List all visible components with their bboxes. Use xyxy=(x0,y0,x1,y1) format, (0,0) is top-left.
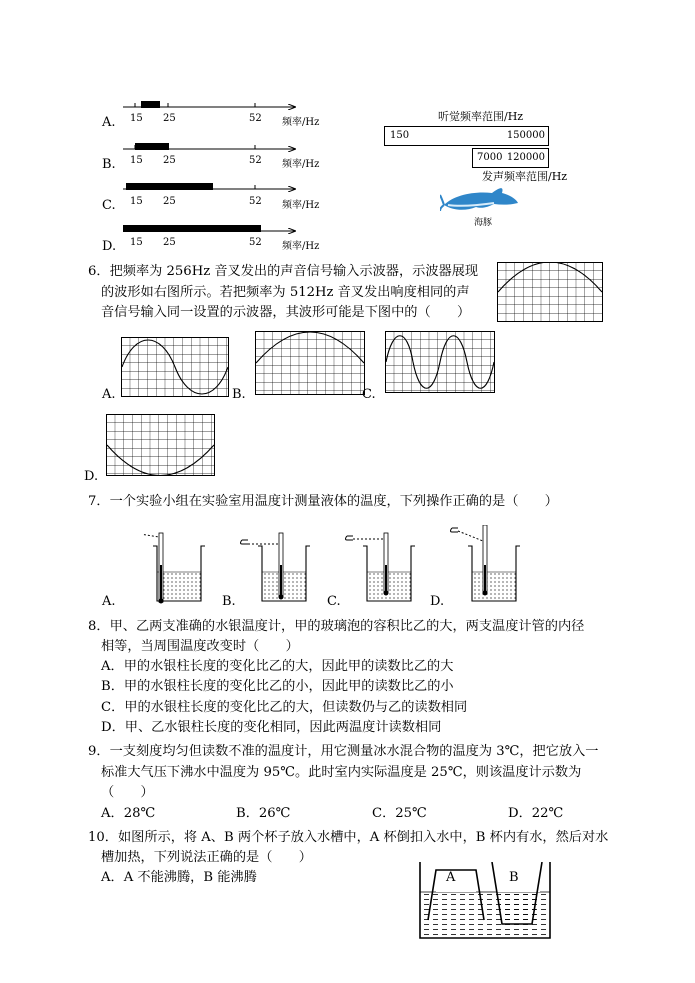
q6-waveform-a[interactable] xyxy=(121,337,229,397)
cup-b-label: B xyxy=(509,870,519,885)
q9-option-d[interactable]: D．22℃ xyxy=(508,806,564,821)
q6-line2: 的波形如右图所示。若把频率为 512Hz 音叉发出响度相同的声 xyxy=(101,285,470,300)
q7-option-d[interactable]: D. xyxy=(430,594,445,609)
tick-15: 15 xyxy=(130,155,143,166)
q5-option-d[interactable]: D. xyxy=(102,239,117,254)
dolphin-icon xyxy=(440,183,520,215)
bar-d xyxy=(123,225,261,232)
dolphin-label: 海豚 xyxy=(474,218,493,228)
q7-question: 7．一个实验小组在实验室用温度计测量液体的温度，下列操作正确的是（ ） xyxy=(88,494,558,509)
tick-15: 15 xyxy=(130,113,143,124)
axis-a xyxy=(123,101,295,108)
q6-waveform-b[interactable] xyxy=(255,331,365,395)
tick-25: 25 xyxy=(163,113,176,124)
beaker-b xyxy=(241,533,311,601)
vocal-max: 120000 xyxy=(506,152,545,163)
q6-waveform-c[interactable] xyxy=(385,331,495,393)
q5-option-a[interactable]: A. xyxy=(102,115,116,130)
tick-52: 52 xyxy=(249,196,262,207)
q9-line2: 标准大气压下沸水中温度为 95℃。此时室内实际温度是 25℃，则该温度计示数为 xyxy=(101,765,582,780)
q9-line3: （ ） xyxy=(101,785,154,800)
bar-b xyxy=(135,143,169,150)
q10-water-tank-diagram xyxy=(414,862,556,942)
vocal-title: 发声频率范围/Hz xyxy=(482,170,568,183)
axis-c xyxy=(123,183,295,190)
q6-option-a[interactable]: A. xyxy=(102,387,116,402)
q9-option-b[interactable]: B．26℃ xyxy=(236,806,291,821)
cup-a-label: A xyxy=(446,870,456,885)
q8-option-d[interactable]: D．甲、乙水银柱长度的变化相同，因此两温度计读数相同 xyxy=(101,720,442,735)
q10-option-a[interactable]: A．A 不能沸腾，B 能沸腾 xyxy=(101,870,257,885)
q8-line1: 8．甲、乙两支准确的水银温度计，甲的玻璃泡的容积比乙的大，两支温度计管的内径 xyxy=(88,619,585,634)
q6-reference-waveform xyxy=(497,262,603,322)
beaker-d xyxy=(451,525,521,601)
q7-option-c[interactable]: C. xyxy=(327,594,341,609)
axis-unit: 频率/Hz xyxy=(282,241,320,252)
axis-b xyxy=(123,143,295,150)
vocal-range-bar xyxy=(472,148,549,168)
tick-25: 25 xyxy=(163,155,176,166)
q6-line1: 6．把频率为 256Hz 音叉发出的声音信号输入示波器，示波器展现 xyxy=(88,264,479,279)
axis-d xyxy=(123,225,295,232)
tick-15: 15 xyxy=(130,196,143,207)
tick-25: 25 xyxy=(163,196,176,207)
q10-line2: 槽加热，下列说法正确的是（ ） xyxy=(101,850,312,865)
tick-52: 52 xyxy=(249,113,262,124)
tick-25: 25 xyxy=(163,237,176,248)
hearing-max: 150000 xyxy=(506,130,545,141)
q8-option-a[interactable]: A．甲的水银柱长度的变化比乙的大，因此甲的读数比乙的大 xyxy=(101,659,454,674)
q9-option-a[interactable]: A．28℃ xyxy=(101,806,156,821)
q9-line1: 9．一支刻度均匀但读数不准的温度计，用它测量冰水混合物的温度为 3℃，把它放入一 xyxy=(88,744,599,759)
q8-option-b[interactable]: B．甲的水银柱长度的变化比乙的小，因此甲的读数比乙的小 xyxy=(101,679,454,694)
q5-option-b[interactable]: B. xyxy=(102,157,116,172)
q5-option-c[interactable]: C. xyxy=(102,198,116,213)
q7-option-a[interactable]: A. xyxy=(102,594,116,609)
q7-option-b[interactable]: B. xyxy=(222,594,236,609)
hearing-range-bar xyxy=(384,126,549,146)
axis-unit: 频率/Hz xyxy=(282,200,320,211)
hearing-min: 150 xyxy=(390,130,410,141)
tick-52: 52 xyxy=(249,155,262,166)
q8-option-c[interactable]: C．甲的水银柱长度的变化比乙的大，但读数仍与乙的读数相同 xyxy=(101,700,468,715)
hearing-title: 听觉频率范围/Hz xyxy=(438,110,524,123)
vocal-min: 7000 xyxy=(477,152,503,163)
q7-thermometer-diagram xyxy=(143,525,568,610)
q6-option-d[interactable]: D. xyxy=(84,469,99,484)
q10-line1: 10．如图所示，将 A、B 两个杯子放入水槽中，A 杯倒扣入水中，B 杯内有水，然后对水 xyxy=(88,830,609,845)
bar-a xyxy=(141,101,160,108)
axis-unit: 频率/Hz xyxy=(282,117,320,128)
q6-waveform-d[interactable] xyxy=(106,414,215,476)
q6-option-b[interactable]: B. xyxy=(232,387,246,402)
q6-line3: 音信号输入同一设置的示波器，其波形可能是下图中的（ ） xyxy=(101,305,471,320)
q8-line2: 相等，当周围温度改变时（ ） xyxy=(101,639,299,654)
tick-15: 15 xyxy=(130,237,143,248)
beaker-c xyxy=(346,533,416,601)
bar-c xyxy=(126,183,213,190)
q6-option-c[interactable]: C. xyxy=(362,387,376,402)
q9-option-c[interactable]: C．25℃ xyxy=(372,806,427,821)
beaker-a xyxy=(143,531,205,604)
tick-52: 52 xyxy=(249,237,262,248)
axis-unit: 频率/Hz xyxy=(282,159,320,170)
